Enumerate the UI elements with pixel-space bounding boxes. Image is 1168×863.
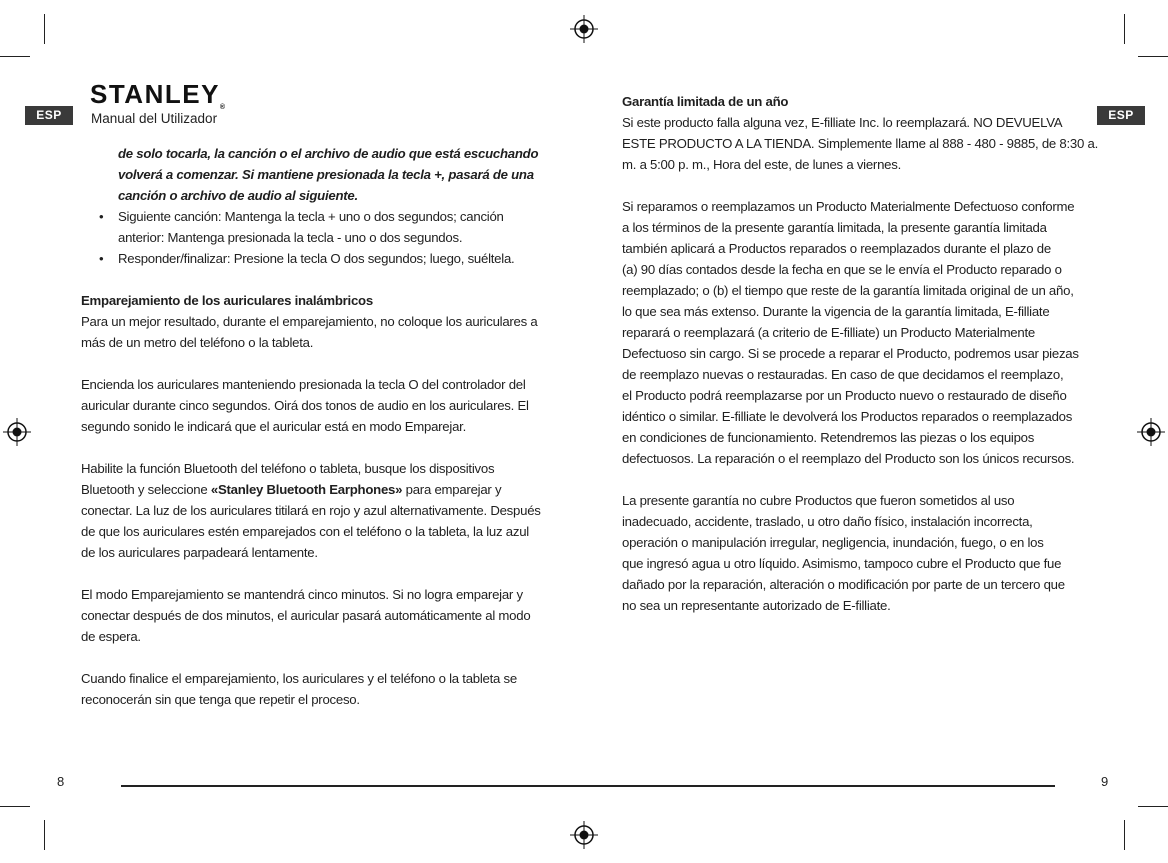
paragraph-line: conectar después de dos minutos, el auricular pasará automáticamente al modo	[81, 608, 531, 623]
registered-mark: ®	[219, 104, 226, 111]
page-number-right: 9	[1101, 774, 1109, 789]
paragraph-line: de reemplazo nuevas o restauradas. En caso de que decidamos el reemplazo,	[622, 367, 1064, 382]
paragraph-line: (a) 90 días contados desde la fecha en que se le envía el Producto reparado o	[622, 262, 1062, 277]
crop-mark	[1124, 820, 1125, 850]
registration-mark-icon	[569, 14, 599, 44]
manual-subtitle: Manual del Utilizador	[91, 111, 218, 126]
text-run: para emparejar y	[402, 482, 502, 497]
paragraph-line: más de un metro del teléfono o la tableta.	[81, 335, 314, 350]
crop-mark	[1138, 806, 1168, 807]
section-heading: Emparejamiento de los auriculares inalámbricos	[81, 293, 373, 308]
registration-mark-icon	[569, 820, 599, 850]
crop-mark	[0, 56, 30, 57]
bullet-answer-end	[81, 248, 551, 269]
paragraph-line: idéntico o similar. E-filliate le devolverá los Productos reparados o reemplazados	[622, 409, 1073, 424]
bullet-next-track	[81, 206, 551, 248]
crop-mark	[1124, 14, 1125, 44]
paragraph-line: Si reparamos o reemplazamos un Producto Materialmente Defectuoso conforme	[622, 199, 1075, 214]
paragraph-line: inadecuado, accidente, traslado, u otro daño físico, instalación incorrecta,	[622, 514, 1033, 529]
registration-mark-icon	[2, 417, 32, 447]
intro-line: canción o archivo de audio al siguiente.	[118, 188, 358, 203]
paragraph-line: reparará o reemplazará (a criterio de E-filliate) un Producto Materialmente	[622, 325, 1035, 340]
crop-mark	[0, 806, 30, 807]
bullet-line: • Responder/finalizar: Presione la tecla O dos segundos; luego, suéltela.	[118, 251, 515, 266]
right-column	[622, 91, 1098, 616]
bullet-line: • Siguiente canción: Mantenga la tecla + uno o dos segundos; canción	[118, 209, 504, 224]
crop-mark	[44, 820, 45, 850]
paragraph-line: el Producto podrá reemplazarse por un Producto nuevo o restaurado de diseño	[622, 388, 1067, 403]
paragraph-line: segundo sonido le indicará que el auricular está en modo Emparejar.	[81, 419, 466, 434]
paragraph-line: Cuando finalice el emparejamiento, los auriculares y el teléfono o la tableta se	[81, 671, 517, 686]
intro-line: de solo tocarla, la canción o el archivo de audio que está escuchando	[118, 146, 539, 161]
page-number-left: 8	[57, 774, 65, 789]
paragraph-line: La presente garantía no cubre Productos que fueron sometidos al uso	[622, 493, 1015, 508]
logo-text: STANLEY	[90, 79, 220, 109]
intro-line: volverá a comenzar. Si mantiene presionada la tecla +, pasará de una	[118, 167, 534, 182]
paragraph-line: lo que sea más extenso. Durante la vigencia de la garantía limitada, E-filliate	[622, 304, 1050, 319]
language-tab-left: ESP	[25, 106, 73, 125]
paragraph-line: de espera.	[81, 629, 141, 644]
paragraph-line: también aplicará a Productos reparados o reemplazados durante el plazo de	[622, 241, 1051, 256]
paragraph-line: en condiciones de funcionamiento. Retendremos las piezas o los equipos	[622, 430, 1035, 445]
text-run: Bluetooth y seleccione	[81, 482, 211, 497]
paragraph-line: conectar. La luz de los auriculares titilará en rojo y azul alternativamente. Después	[81, 503, 541, 518]
paragraph-line: reconocerán sin que tenga que repetir el proceso.	[81, 692, 360, 707]
paragraph-line: de los auriculares parpadeará lentamente.	[81, 545, 318, 560]
paragraph-line: dañado por la reparación, alteración o modificación por parte de un tercero que	[622, 577, 1065, 592]
stanley-logo	[90, 79, 225, 109]
device-name: «Stanley Bluetooth Earphones»	[210, 482, 403, 497]
paragraph-line: operación o manipulación irregular, negligencia, inundación, fuego, o en los	[622, 535, 1044, 550]
paragraph-line: El modo Emparejamiento se mantendrá cinco minutos. Si no logra emparejar y	[81, 587, 523, 602]
paragraph-line: defectuosos. La reparación o el reemplazo del Producto son los únicos recursos.	[622, 451, 1075, 466]
paragraph-line: ESTE PRODUCTO A LA TIENDA. Simplemente llame al 888 - 480 - 9885, de 8:30 a.	[622, 136, 1099, 151]
left-column	[81, 143, 551, 710]
paragraph-line: no sea un representante autorizado de E-filliate.	[622, 598, 891, 613]
paragraph-line: Habilite la función Bluetooth del teléfono o tableta, busque los dispositivos	[81, 461, 495, 476]
paragraph-line: de que los auriculares estén emparejados con el teléfono o la tableta, la luz azul	[81, 524, 529, 539]
paragraph-line: Encienda los auriculares manteniendo presionada la tecla O del controlador del	[81, 377, 526, 392]
paragraph-line: que ingresó agua u otro líquido. Asimismo, tampoco cubre el Producto que fue	[622, 556, 1062, 571]
crop-mark	[1138, 56, 1168, 57]
paragraph-line: Si este producto falla alguna vez, E-filliate Inc. lo reemplazará. NO DEVUELVA	[622, 115, 1063, 130]
paragraph-line: Para un mejor resultado, durante el emparejamiento, no coloque los auriculares a	[81, 314, 538, 329]
registration-mark-icon	[1136, 417, 1166, 447]
paragraph-line	[81, 479, 551, 500]
crop-mark	[44, 14, 45, 44]
footer-rule	[121, 785, 1055, 787]
language-tab-right: ESP	[1097, 106, 1145, 125]
warranty-heading: Garantía limitada de un año	[622, 94, 789, 109]
paragraph-line: m. a 5:00 p. m., Hora del este, de lunes a viernes.	[622, 157, 901, 172]
paragraph-line: auricular durante cinco segundos. Oirá dos tonos de audio en los auriculares. El	[81, 398, 529, 413]
bullet-line: anterior: Mantenga presionada la tecla - uno o dos segundos.	[118, 230, 463, 245]
paragraph-line: Defectuoso sin cargo. Si se procede a reparar el Producto, podremos usar piezas	[622, 346, 1079, 361]
paragraph-line: reemplazado; o (b) el tiempo que reste de la garantía limitada original de un año,	[622, 283, 1074, 298]
paragraph-line: a los términos de la presente garantía limitada, la presente garantía limitada	[622, 220, 1047, 235]
intro-continuation	[81, 143, 551, 206]
